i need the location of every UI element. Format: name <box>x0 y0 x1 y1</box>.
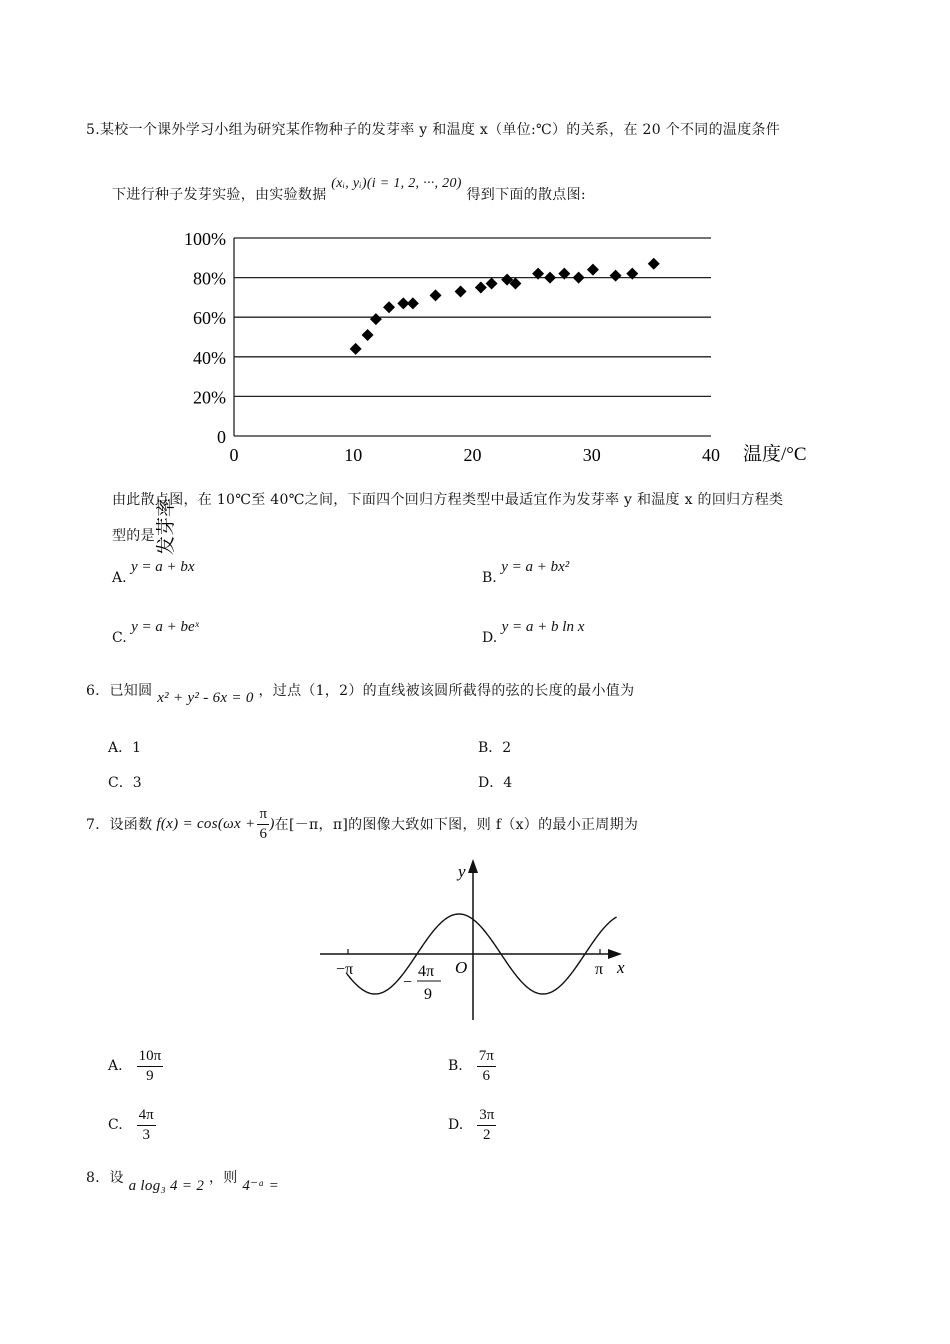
y-tick-label: 0 <box>217 427 226 447</box>
scatter-point-9 <box>475 282 487 294</box>
q5-option-b-expr: y = a + bx² <box>501 559 570 575</box>
q7-option-a-num: 10π <box>137 1048 164 1067</box>
scatter-point-3 <box>370 313 382 325</box>
q7-func-expr-b: ) <box>269 815 275 832</box>
q8-result-expr: 4⁻ᵃ = <box>242 1178 280 1194</box>
q6-circle-expr: x² + y² - 6x = 0 <box>157 690 254 706</box>
q7-option-a[interactable] <box>108 1048 163 1084</box>
scatter-y-axis-label: 发芽率 <box>156 497 177 555</box>
q6-option-b-label: B． <box>478 740 503 756</box>
q6-stem-text-b: ，过点（1，2）的直线被该圆所截得的弦的长度的最小值为 <box>258 683 635 699</box>
q6-option-c[interactable] <box>108 772 142 792</box>
graph-origin-label: O <box>455 958 468 977</box>
q7-option-c-fraction <box>137 1107 156 1143</box>
graph-left-label: −π <box>336 961 354 978</box>
q5-option-d-label: D. <box>482 630 498 646</box>
q7-option-d-num: 3π <box>477 1107 496 1126</box>
q7-func-num: π <box>257 806 269 825</box>
q5-option-a-label: A. <box>112 570 127 586</box>
q7-option-d-den: 2 <box>482 1126 491 1143</box>
q7-option-c-num: 4π <box>137 1107 156 1126</box>
q5-option-c-label: C. <box>112 630 127 646</box>
q8-cond-expr: a log₃ 4 = 2 <box>128 1178 205 1194</box>
q7-option-d-fraction <box>477 1107 496 1143</box>
q5-data-expr: (xᵢ, yᵢ)(i = 1, 2, ···, 20) <box>331 176 462 191</box>
q5-stem-text-b: 得到下面的散点图: <box>466 187 586 203</box>
scatter-point-2 <box>362 329 374 341</box>
q6-option-d-label: D． <box>478 775 504 791</box>
q7-option-c[interactable] <box>108 1107 156 1143</box>
q7-option-d[interactable] <box>448 1107 496 1143</box>
q5-option-c-expr: y = a + beˣ <box>131 619 199 635</box>
scatter-point-1 <box>350 343 362 355</box>
q5-option-a-expr: y = a + bx <box>131 559 195 575</box>
x-tick-label: 40 <box>702 445 720 465</box>
scatter-point-16 <box>573 272 585 284</box>
q7-option-b-den: 6 <box>482 1067 491 1084</box>
q6-option-a-label: A． <box>108 740 133 756</box>
q7-func-fraction <box>257 806 269 842</box>
scatter-point-17 <box>587 264 599 276</box>
q7-stem <box>86 806 638 842</box>
q8-stem <box>86 1167 280 1194</box>
q6-option-c-label: C． <box>108 775 133 791</box>
q6-option-c-value: 3 <box>132 775 142 791</box>
q6-option-a-value: 1 <box>132 740 142 756</box>
q5-question-line2: 型的是 <box>112 528 155 544</box>
q6-option-a[interactable] <box>108 737 141 757</box>
q7-option-b-fraction <box>477 1048 496 1084</box>
q7-option-b-num: 7π <box>477 1048 496 1067</box>
y-tick-label: 60% <box>193 308 226 329</box>
scatter-point-6 <box>407 297 419 309</box>
q5-option-b-label: B. <box>482 570 497 586</box>
q7-func-den: 6 <box>259 825 268 842</box>
q7-option-a-den: 9 <box>146 1067 154 1084</box>
q7-stem-text-b: 在[－π，π]的图像大致如下图，则 f（x）的最小正周期为 <box>274 817 639 833</box>
q7-option-b-label: B. <box>448 1058 463 1074</box>
q8-stem-text-a: 8．设 <box>86 1170 124 1186</box>
graph-y-label: y <box>458 862 466 881</box>
q6-option-d[interactable] <box>478 772 512 792</box>
q6-stem <box>86 680 635 706</box>
graph-zero-sign: − <box>403 974 413 991</box>
q6-option-d-value: 4 <box>503 775 513 791</box>
q5-option-b[interactable] <box>482 559 570 587</box>
graph-y-arrow-icon <box>468 859 478 873</box>
graph-zero-den: 9 <box>424 986 432 1003</box>
scatter-point-20 <box>648 258 660 270</box>
q5-option-a[interactable] <box>112 559 195 587</box>
scatter-x-axis-label: 温度/°C <box>743 444 807 465</box>
x-tick-label: 30 <box>582 445 601 465</box>
q5-stem-line1: 5.某校一个课外学习小组为研究某作物种子的发芽率 y 和温度 x（单位:℃）的关系，在 20 个不同的温度条件 <box>86 122 781 138</box>
scatter-point-4 <box>383 301 395 313</box>
y-tick-label: 100% <box>184 229 226 249</box>
q8-stem-text-b: ，则 <box>208 1170 238 1186</box>
q5-question-line1: 由此散点图，在 10℃至 40℃之间，下面四个回归方程类型中最适宜作为发芽率 y 和温度 x 的回归方程类 <box>112 492 784 508</box>
scatter-point-8 <box>455 285 467 297</box>
y-tick-label: 20% <box>193 387 226 408</box>
q7-function-graph <box>310 855 640 1030</box>
scatter-points <box>350 258 660 355</box>
q5-stem-line2 <box>112 176 586 204</box>
q5-option-d-expr: y = a + b ln x <box>501 619 585 635</box>
q7-option-a-fraction <box>137 1048 164 1084</box>
scatter-point-14 <box>544 272 556 284</box>
scatter-point-10 <box>486 278 498 290</box>
q7-stem-text-a: 7．设函数 <box>86 817 153 833</box>
x-tick-label: 0 <box>229 445 239 465</box>
q7-func-expr-a: f(x) = cos(ωx + <box>156 815 256 832</box>
graph-right-label: π <box>595 961 604 978</box>
q7-option-c-den: 3 <box>142 1126 150 1143</box>
x-tick-label: 10 <box>344 445 363 465</box>
scatter-point-7 <box>430 289 442 301</box>
q7-option-d-label: D. <box>448 1117 464 1133</box>
q7-option-c-label: C. <box>108 1117 123 1133</box>
q5-option-d[interactable] <box>482 619 585 647</box>
q6-stem-text-a: 6．已知圆 <box>86 683 153 699</box>
q7-option-b[interactable] <box>448 1048 496 1084</box>
graph-zero-num: 4π <box>418 963 435 980</box>
q7-option-a-label: A. <box>108 1058 123 1074</box>
q5-option-c[interactable] <box>112 619 199 647</box>
q6-option-b-value: 2 <box>502 740 512 756</box>
x-tick-label: 20 <box>463 445 482 465</box>
graph-x-label: x <box>617 958 625 977</box>
y-tick-label: 40% <box>193 347 226 368</box>
scatter-point-18 <box>610 270 622 282</box>
q6-option-b[interactable] <box>478 737 511 757</box>
y-tick-label: 80% <box>193 268 226 289</box>
q5-stem-text-a: 下进行种子发芽实验，由实验数据 <box>112 187 327 203</box>
scatter-axes <box>234 238 711 436</box>
scatter-tick-labels <box>184 229 720 465</box>
scatter-grid <box>234 238 711 396</box>
